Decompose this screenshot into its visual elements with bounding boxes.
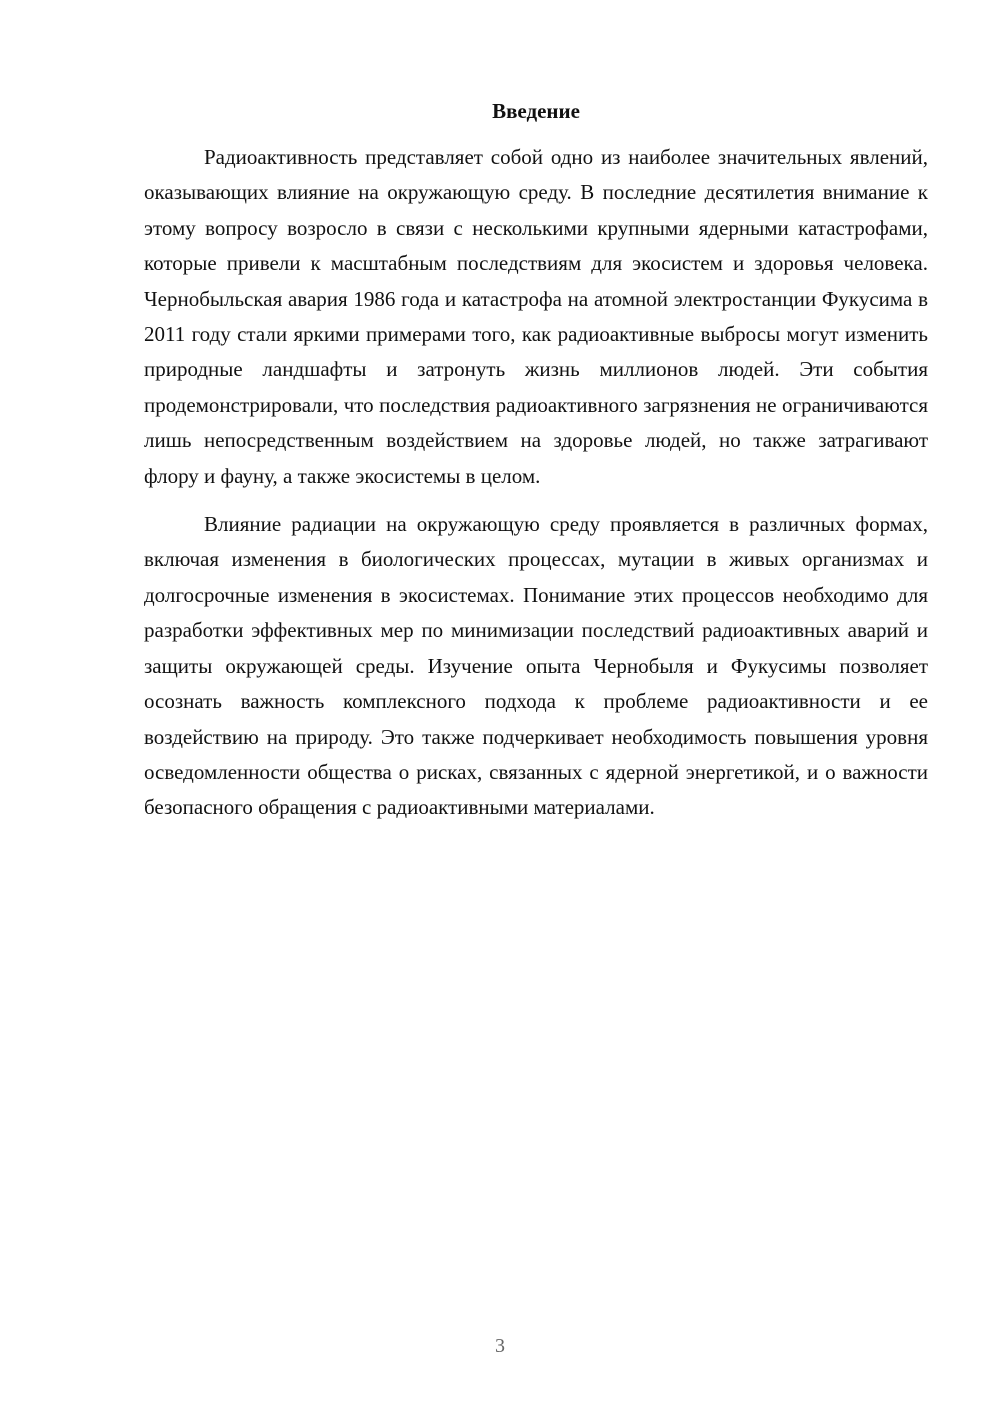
document-title: Введение [492, 99, 580, 123]
intro-paragraph-1: Радиоактивность представляет собой одно из наиболее значительных явлений, оказывающих влияние на окружающую среду. В последние десятилетия внимание к этому вопросу возросло в связи с несколькими крупными ядерными катастрофами, которые привели к масштабным последствиям для экосистем и здоровья человека. Чернобыльская авария 1986 года и катастрофа на атомной электростанции Фукусима в 2011 году стали яркими примерами того, как радиоактивные выбросы могут изменить природные ландшафты и затронуть жизнь миллионов людей. Эти события продемонстрировали, что последствия радиоактивного загрязнения не ограничиваются лишь непосредственным воздействием на здоровье людей, но также затрагивают флору и фауну, а также экосистемы в целом. [144, 145, 928, 488]
intro-paragraph-2: Влияние радиации на окружающую среду проявляется в различных формах, включая изменения в биологических процессах, мутации в живых организмах и долгосрочные изменения в экосистемах. Понимание этих процессов необходимо для разработки эффективных мер по минимизации последствий радиоактивных аварий и защиты окружающей среды. Изучение опыта Чернобыля и Фукусимы позволяет осознать важность комплексного подхода к проблеме радиоактивности и ее воздействию на природу. Это также подчеркивает необходимость повышения уровня осведомленности общества о рисках, связанных с ядерной энергетикой, и о важности безопасного обращения с радиоактивными материалами. [144, 512, 928, 820]
page-number: 3 [495, 1335, 505, 1357]
document-content [144, 96, 928, 826]
